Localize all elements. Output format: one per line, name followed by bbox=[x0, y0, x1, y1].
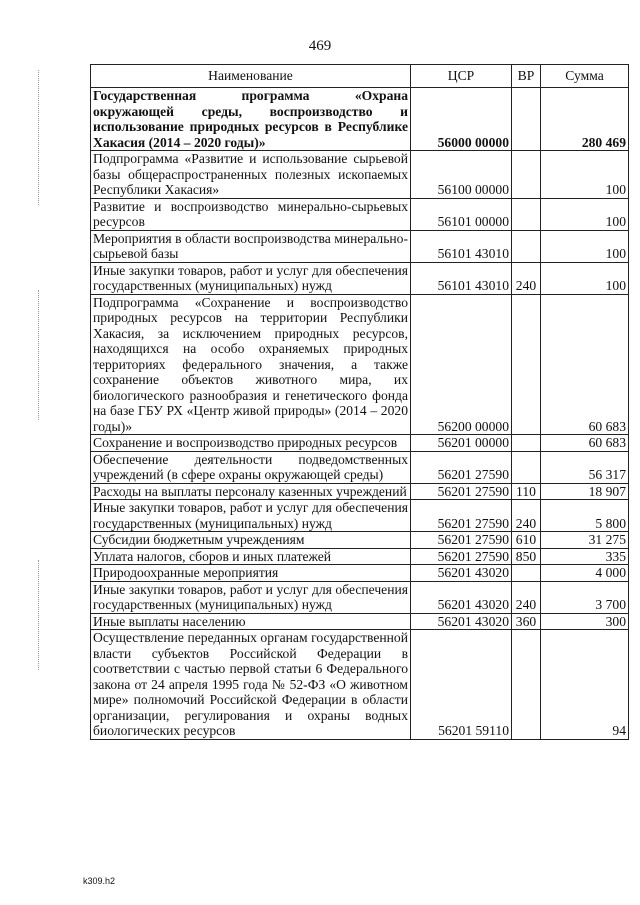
cell-vr: 240 bbox=[512, 262, 541, 294]
cell-name: Иные закупки товаров, работ и услуг для обеспечения государственных (муниципальных) нужд bbox=[91, 500, 411, 532]
cell-sum: 94 bbox=[541, 630, 629, 740]
cell-csr: 56201 59110 bbox=[411, 630, 512, 740]
cell-name: Развитие и воспроизводство минерально-сырьевых ресурсов bbox=[91, 198, 411, 230]
cell-csr: 56201 27590 bbox=[411, 483, 512, 500]
table-row bbox=[91, 565, 629, 582]
page-number: 469 bbox=[308, 38, 332, 54]
cell-sum: 280 469 bbox=[541, 88, 629, 151]
table-row bbox=[91, 151, 629, 199]
cell-vr bbox=[512, 230, 541, 262]
table-row bbox=[91, 613, 629, 630]
binding-margin-mark bbox=[38, 560, 39, 670]
table-row bbox=[91, 88, 629, 151]
table-row bbox=[91, 435, 629, 452]
cell-sum: 300 bbox=[541, 613, 629, 630]
cell-vr: 110 bbox=[512, 483, 541, 500]
binding-margin-mark bbox=[38, 70, 39, 205]
table-row bbox=[91, 630, 629, 740]
cell-name: Осуществление переданных органам государственной власти субъектов Российской Федерации в соответствии с частью первой статьи 6 Федерального закона от 24 апреля 1995 года № 52-ФЗ «О животном мире» полномочий Российской Федерации в области организации, регулирования и охраны водных биологических ресурсов bbox=[91, 630, 411, 740]
cell-csr: 56101 43010 bbox=[411, 262, 512, 294]
cell-sum: 335 bbox=[541, 548, 629, 565]
cell-name: Обеспечение деятельности подведомственных учреждений (в сфере охраны окружающей среды) bbox=[91, 451, 411, 483]
table-row bbox=[91, 451, 629, 483]
cell-name: Государственная программа «Охрана окружающей среды, воспроизводство и использование природных ресурсов в Республике Хакасия (2014 – 2020 годы)» bbox=[91, 88, 411, 151]
cell-sum: 4 000 bbox=[541, 565, 629, 582]
cell-csr: 56100 00000 bbox=[411, 151, 512, 199]
cell-csr: 56000 00000 bbox=[411, 88, 512, 151]
cell-sum: 100 bbox=[541, 262, 629, 294]
cell-vr bbox=[512, 88, 541, 151]
cell-name: Уплата налогов, сборов и иных платежей bbox=[91, 548, 411, 565]
cell-csr: 56201 27590 bbox=[411, 532, 512, 549]
cell-vr: 240 bbox=[512, 581, 541, 613]
column-header-vr: ВР bbox=[512, 65, 541, 88]
table-row bbox=[91, 262, 629, 294]
cell-vr: 850 bbox=[512, 548, 541, 565]
cell-name: Иные закупки товаров, работ и услуг для обеспечения государственных (муниципальных) нужд bbox=[91, 262, 411, 294]
cell-sum: 100 bbox=[541, 151, 629, 199]
table-row bbox=[91, 500, 629, 532]
table-row bbox=[91, 294, 629, 435]
cell-name: Иные выплаты населению bbox=[91, 613, 411, 630]
table-row bbox=[91, 198, 629, 230]
cell-name: Субсидии бюджетным учреждениям bbox=[91, 532, 411, 549]
cell-name: Сохранение и воспроизводство природных ресурсов bbox=[91, 435, 411, 452]
cell-vr bbox=[512, 630, 541, 740]
cell-vr: 610 bbox=[512, 532, 541, 549]
cell-vr bbox=[512, 198, 541, 230]
cell-vr bbox=[512, 294, 541, 435]
cell-csr: 56101 00000 bbox=[411, 198, 512, 230]
cell-csr: 56201 27590 bbox=[411, 451, 512, 483]
table-row bbox=[91, 230, 629, 262]
cell-vr bbox=[512, 435, 541, 452]
column-header-sum: Сумма bbox=[541, 65, 629, 88]
cell-name: Расходы на выплаты персоналу казенных учреждений bbox=[91, 483, 411, 500]
column-header-csr: ЦСР bbox=[411, 65, 512, 88]
cell-sum: 60 683 bbox=[541, 435, 629, 452]
cell-sum: 31 275 bbox=[541, 532, 629, 549]
cell-sum: 3 700 bbox=[541, 581, 629, 613]
table-body bbox=[91, 88, 629, 740]
cell-sum: 100 bbox=[541, 230, 629, 262]
table-row bbox=[91, 483, 629, 500]
cell-csr: 56201 00000 bbox=[411, 435, 512, 452]
cell-sum: 100 bbox=[541, 198, 629, 230]
table-header-row bbox=[91, 65, 629, 88]
cell-sum: 5 800 bbox=[541, 500, 629, 532]
cell-vr: 360 bbox=[512, 613, 541, 630]
cell-name: Иные закупки товаров, работ и услуг для обеспечения государственных (муниципальных) нужд bbox=[91, 581, 411, 613]
cell-csr: 56200 00000 bbox=[411, 294, 512, 435]
cell-vr: 240 bbox=[512, 500, 541, 532]
footer-code: k309.h2 bbox=[83, 876, 116, 886]
cell-csr: 56201 27590 bbox=[411, 548, 512, 565]
cell-vr bbox=[512, 151, 541, 199]
cell-vr bbox=[512, 451, 541, 483]
cell-sum: 18 907 bbox=[541, 483, 629, 500]
cell-name: Подпрограмма «Развитие и использование сырьевой базы общераспространенных полезных ископаемых Республики Хакасия» bbox=[91, 151, 411, 199]
cell-csr: 56201 43020 bbox=[411, 581, 512, 613]
cell-sum: 56 317 bbox=[541, 451, 629, 483]
table-row bbox=[91, 548, 629, 565]
cell-sum: 60 683 bbox=[541, 294, 629, 435]
table-row bbox=[91, 532, 629, 549]
binding-margin-mark bbox=[38, 290, 39, 420]
cell-csr: 56201 43020 bbox=[411, 565, 512, 582]
cell-csr: 56201 43020 bbox=[411, 613, 512, 630]
budget-table bbox=[90, 64, 629, 740]
cell-csr: 56201 27590 bbox=[411, 500, 512, 532]
cell-name: Мероприятия в области воспроизводства минерально-сырьевой базы bbox=[91, 230, 411, 262]
cell-vr bbox=[512, 565, 541, 582]
table-row bbox=[91, 581, 629, 613]
cell-name: Подпрограмма «Сохранение и воспроизводство природных ресурсов на территории Республики Хакасия, за исключением природных ресурсов, находящихся на особо охраняемых природных территориях федерального значения, а также сохранение объектов животного мира, их биологического разнообразия и генетического фонда на базе ГБУ РХ «Центр живой природы» (2014 – 2020 годы)» bbox=[91, 294, 411, 435]
column-header-name: Наименование bbox=[91, 65, 411, 88]
cell-csr: 56101 43010 bbox=[411, 230, 512, 262]
cell-name: Природоохранные мероприятия bbox=[91, 565, 411, 582]
